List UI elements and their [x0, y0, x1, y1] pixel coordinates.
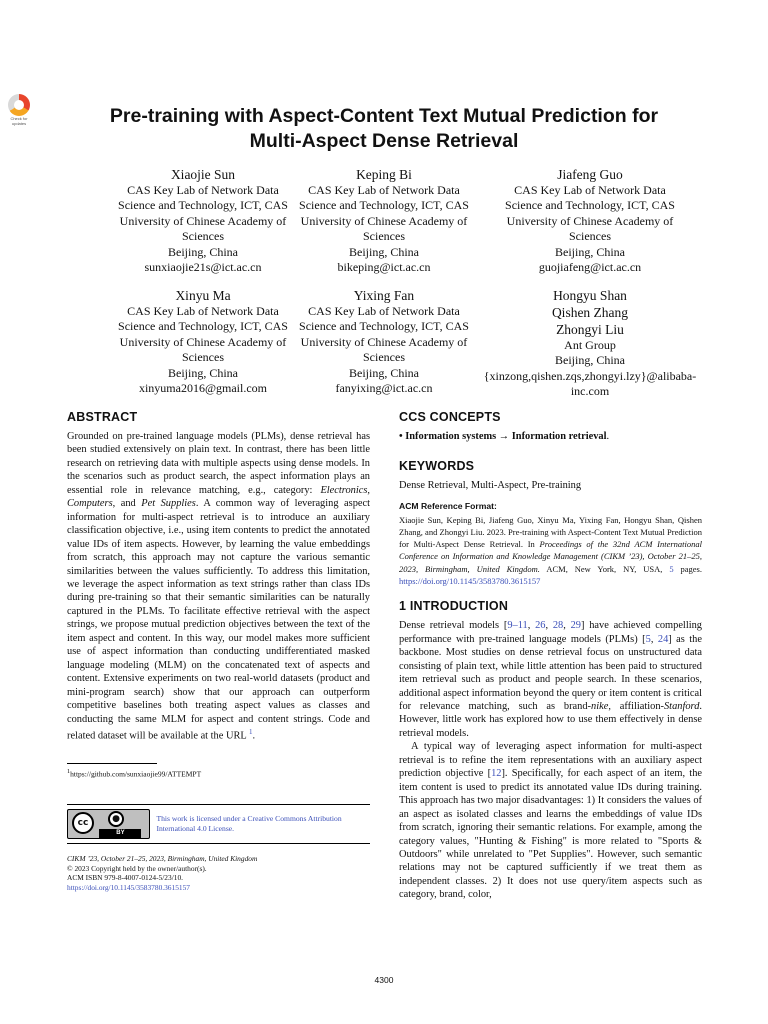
author-block: Xiaojie Sun CAS Key Lab of Network Data Science and Technology, ICT, CAS University of Chinese Academy of Sciences Beijing, China sunxiaojie21s@ict.ac.cn [118, 167, 288, 275]
footnote: $^1$https://github.com/sunxiaojie99/ATTEMPT [67, 767, 202, 779]
license-rule [67, 804, 370, 805]
intro-paragraph-2: A typical way of leveraging aspect information for multi-aspect retrieval is to refine the item representations with an auxiliary aspect prediction objective [12]. Specifically, for each aspect of an item, the item content is used to predict its annotated value IDs during training. This approach has two major disadvantages: 1) It considers the values of an aspect as isolated classes and learns the embeddings of value IDs from scratch, ignoring their semantic relations. For example, among the category values, "Hunting & Fishing" is more related to "Sports & Outdoors" while unrelated to "Pet Supplies". However, such semantic relations may not be captured sufficiently if we treat them as independent classes. 2) It does not use query/item aspects such as category, brand, color, [399, 741, 702, 901]
doi-link[interactable]: https://doi.org/10.1145/3583780.3615157 [67, 882, 190, 892]
abstract-heading: ABSTRACT [67, 410, 138, 424]
acm-doi-link[interactable]: https://doi.org/10.1145/3583780.3615157 [399, 575, 541, 586]
license-block [67, 809, 370, 839]
intro-heading: 1 INTRODUCTION [399, 599, 509, 614]
left-column [67, 410, 370, 892]
license-rule-bottom [67, 843, 370, 844]
crossmark-icon [8, 94, 30, 116]
author-block: Hongyu Shan Qishen Zhang Zhongyi Liu Ant Group Beijing, China {xinzong,qishen.zqs,zhongyi.lzy}@alibaba- inc.com [483, 288, 697, 399]
venue-info: CIKM ’23, October 21–25, 2023, Birmingham, United Kingdom © 2023 Copyright held by the owner/author(s). ACM ISBN 979-8-4007-0124-5/23/10. https://doi.org/10.1145/3583780.3615157 [67, 853, 258, 892]
cc-by-logo[interactable] [67, 809, 150, 839]
acm-ref-text: Xiaojie Sun, Keping Bi, Jiafeng Guo, Xinyu Ma, Yixing Fan, Hongyu Shan, Qishen Zhang, and Zhongyi Liu. 2023. Pre-training with Aspect-Content Text Mutual Prediction for Multi-Aspect Dense Retrieval. In Proceedings of the 32nd ACM International Conference on Information and Knowledge Management (CIKM ’23), October 21–25, 2023, Birmingham, United Kingdom. ACM, New York, NY, USA, 5 pages. https://doi.org/10.1145/3583780.3615157 [399, 514, 702, 586]
license-link[interactable]: This work is licensed under a Creative Commons Attribution International 4.0 License. [156, 813, 342, 833]
by-label: BY [99, 829, 141, 838]
keywords-text: Dense Retrieval, Multi-Aspect, Pre-training [399, 480, 582, 492]
author-block: Xinyu Ma CAS Key Lab of Network Data Science and Technology, ICT, CAS University of Chinese Academy of Sciences Beijing, China xinyuma2016@gmail.com [118, 288, 288, 396]
keywords-heading: KEYWORDS [399, 459, 475, 474]
ccs-text: • Information systems → Information retrieval. [399, 431, 610, 442]
footnote-url[interactable]: https://github.com/sunxiaojie99/ATTEMPT [70, 769, 202, 779]
author-block: Yixing Fan CAS Key Lab of Network Data Science and Technology, ICT, CAS University of Chinese Academy of Sciences Beijing, China fanyixing@ict.ac.cn [299, 288, 469, 396]
author-block: Jiafeng Guo CAS Key Lab of Network Data Science and Technology, ICT, CAS University of Chinese Academy of Sciences Beijing, China guojiafeng@ict.ac.cn [505, 167, 675, 275]
person-icon: ● [108, 811, 124, 827]
cc-icon: cc [72, 812, 94, 834]
footnote-rule [67, 763, 157, 764]
intro-paragraph-1: Dense retrieval models [9–11, 26, 28, 29] have achieved compelling performance with pre-trained language models (PLMs) [5, 24] as the backbone. Most studies on dense retrieval focus on unstructured data consisting of plain text, while little attention has been paid to structured item retrieval such as product and people search. In these scenarios, additional aspect information beyond the query or item content is critical for relevance matching, such as brand-nike, affiliation-Stanford. However, little work has explored how to use them effectively in dense retrieval models. [399, 620, 703, 739]
abstract-text: Grounded on pre-trained language models (PLMs), dense retrieval has been studied extensively on plain text. In contrast, there has been little research on retrieving data with multiple aspects using dense models. In the scenarios such as product search, the aspect information plays an essential role in relevance matching, e.g., category: Electronics, Computers, and Pet Supplies. A common way of leveraging aspect information for multi-aspect retrieval is to introduce an auxiliary classification objective, i.e., using item contents to predict the annotated value IDs of item aspects. However, by learning the value embeddings from scratch, this approach may not capture the various semantic similarities between the values sufficiently. To address this limitation, we leverage the aspect information as text strings rather than class IDs during pre-training so that their semantic similarities can be naturally captured in the PLMs. To facilitate effective retrieval with the aspect strings, we propose mutual prediction objectives between the text of the item aspect and content. In this way, our model makes more sufficient use of aspect information than conducting undifferentiated masked language modeling (MLM) on the concatenated text of aspects and content. Extensive experiments on two real-world datasets (product and mini-program search) show that our approach can outperform competitive baselines both treating aspect values as classes and conducting the same MLM for aspect and content strings. Code and related dataset will be available at the URL $^1$. [67, 431, 371, 742]
check-for-updates-badge[interactable]: Check for updates [4, 94, 34, 126]
ccs-heading: CCS CONCEPTS [399, 410, 501, 424]
page-number: 4300 [374, 975, 394, 985]
footnote-ref[interactable]: 1 [248, 727, 253, 736]
acm-ref-heading: ACM Reference Format: [399, 500, 497, 511]
right-column [399, 410, 702, 902]
author-block: Keping Bi CAS Key Lab of Network Data Science and Technology, ICT, CAS University of Chinese Academy of Sciences Beijing, China bikeping@ict.ac.cn [299, 167, 469, 275]
paper-title: Pre-training with Aspect-Content Text Mutual Prediction for Multi-Aspect Dense Retrieval [109, 105, 659, 152]
